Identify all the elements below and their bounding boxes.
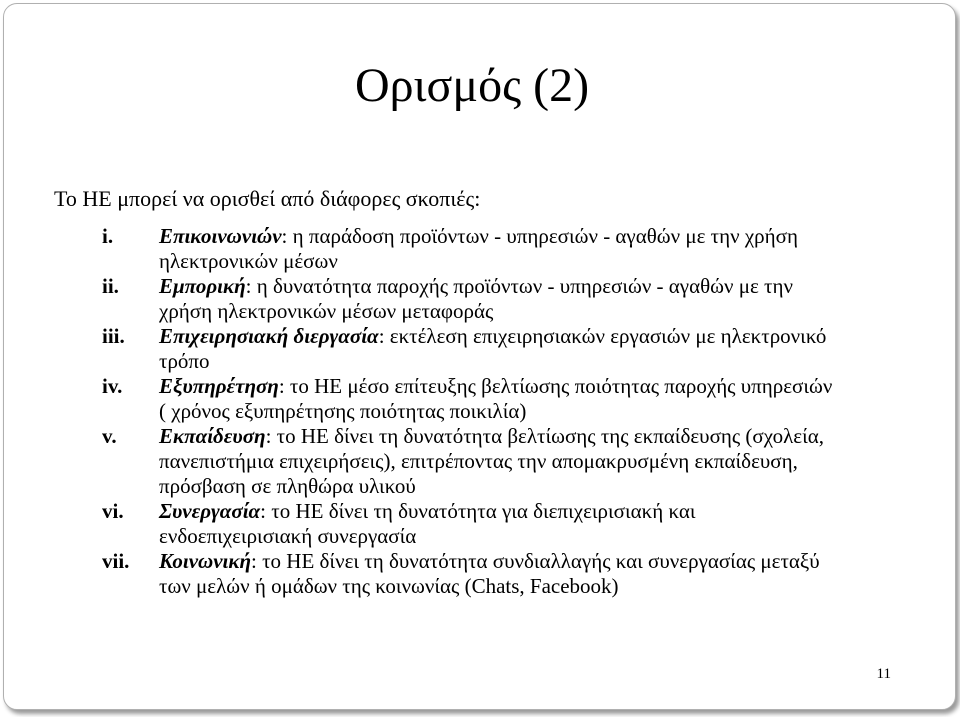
item-term: Επικοινωνιών xyxy=(159,224,282,248)
page-number: 11 xyxy=(876,666,891,682)
item-term: Συνεργασία xyxy=(159,499,261,523)
item-term: Εξυπηρέτηση xyxy=(159,374,279,398)
item-number: iv. xyxy=(102,374,123,398)
item-number: vi. xyxy=(102,499,124,523)
list-item xyxy=(4,224,904,274)
item-number: vii. xyxy=(102,549,130,573)
item-term: Κοινωνική xyxy=(159,549,252,573)
list-item xyxy=(4,374,904,424)
item-text: : το ΗΕ δίνει τη δυνατότητα συνδιαλλαγής και συνεργασίας μεταξύ των μελών ή ομάδων της κοινωνίας (Chats, Facebook) xyxy=(159,549,820,598)
item-text: : το ΗΕ δίνει τη δυνατότητα βελτίωσης της εκπαίδευσης (σχολεία, πανεπιστήμια επιχειρήσεις), επιτρέποντας την απομακρυσμένη εκπαίδευση, πρόσβαση σε πληθώρα υλικού xyxy=(159,424,825,498)
list-item xyxy=(4,424,904,499)
item-number: v. xyxy=(102,424,117,448)
slide-title: Ορισμός (2) xyxy=(354,59,590,112)
item-number: ii. xyxy=(102,274,119,298)
list-item xyxy=(4,324,904,374)
slide-intro: Το ΗΕ μπορεί να ορισθεί από διάφορες σκοπιές: xyxy=(54,186,481,211)
item-term: Εκπαίδευση xyxy=(159,424,266,448)
list-item xyxy=(4,274,904,324)
item-term: Εμπορική xyxy=(159,274,246,298)
list-item xyxy=(4,549,904,599)
item-text: : εκτέλεση επιχειρησιακών εργασιών με ηλεκτρονικό τρόπο xyxy=(159,324,827,373)
definition-list xyxy=(4,224,904,599)
item-text: : η παράδοση προϊόντων - υπηρεσιών - αγαθών με την χρήση ηλεκτρονικών μέσων xyxy=(159,224,798,273)
item-text: : το ΗΕ δίνει τη δυνατότητα για διεπιχειρισιακή και ενδοεπιχειρισιακή συνεργασία xyxy=(159,499,696,548)
item-term: Επιχειρησιακή διεργασία xyxy=(159,324,379,348)
item-text: : το ΗΕ μέσο επίτευξης βελτίωσης ποιότητας παροχής υπηρεσιών ( χρόνος εξυπηρέτησης ποιότητας ποικιλία) xyxy=(159,374,833,423)
item-number: i. xyxy=(102,224,114,248)
item-number: iii. xyxy=(102,324,125,348)
slide xyxy=(3,3,956,710)
list-item xyxy=(4,499,904,549)
item-text: : η δυνατότητα παροχής προϊόντων - υπηρεσιών - αγαθών με την χρήση ηλεκτρονικών μέσων μεταφοράς xyxy=(159,274,793,323)
